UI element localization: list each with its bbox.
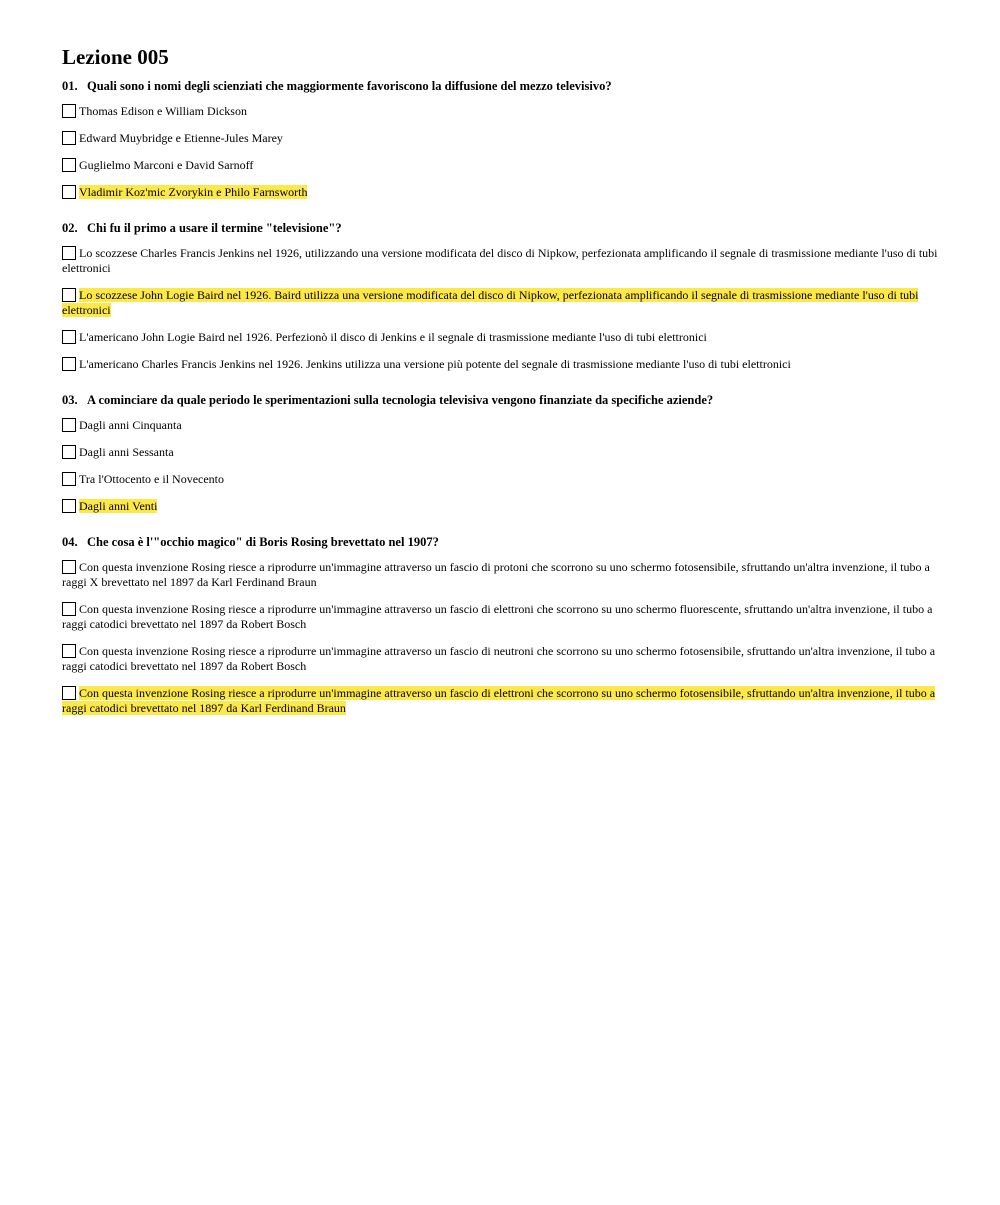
answer-option <box>62 472 938 487</box>
answer-text: L'americano Charles Francis Jenkins nel 1926. Jenkins utilizza una versione più potente del segnale di trasmissione mediante l'uso di tubi elettronici <box>79 357 791 371</box>
question-text: A cominciare da quale periodo le sperimentazioni sulla tecnologia televisiva vengono finanziate da specifiche aziende? <box>87 393 714 407</box>
answer-text: Lo scozzese Charles Francis Jenkins nel 1926, utilizzando una versione modificata del disco di Nipkow, perfezionata amplificando il segnale di trasmissione mediante l'uso di tubi elettronici <box>62 246 938 275</box>
question-heading <box>62 392 938 408</box>
answer-checkbox[interactable] <box>62 131 76 145</box>
answer-checkbox[interactable] <box>62 357 76 371</box>
question-text: Quali sono i nomi degli scienziati che maggiormente favoriscono la diffusione del mezzo televisivo? <box>87 79 612 93</box>
answer-option <box>62 602 938 632</box>
answer-checkbox[interactable] <box>62 104 76 118</box>
answer-option <box>62 560 938 590</box>
answer-checkbox[interactable] <box>62 472 76 486</box>
question-number: 02. <box>62 221 78 235</box>
answer-checkbox[interactable] <box>62 602 76 616</box>
answer-option <box>62 418 938 433</box>
answer-text: L'americano John Logie Baird nel 1926. Perfezionò il disco di Jenkins e il segnale di trasmissione mediante l'uso di tubi elettronici <box>79 330 707 344</box>
answer-checkbox[interactable] <box>62 644 76 658</box>
answer-checkbox[interactable] <box>62 246 76 260</box>
answer-text: Tra l'Ottocento e il Novecento <box>79 472 225 486</box>
answer-text: Dagli anni Cinquanta <box>79 418 182 432</box>
question-01 <box>62 78 938 200</box>
question-number: 01. <box>62 79 78 93</box>
question-02 <box>62 220 938 372</box>
lesson-title: Lezione 005 <box>62 45 169 69</box>
question-heading <box>62 534 938 550</box>
answer-option <box>62 357 938 372</box>
answer-option <box>62 246 938 276</box>
answer-text: Con questa invenzione Rosing riesce a riprodurre un'immagine attraverso un fascio di protoni che scorrono su uno schermo fotosensibile, sfruttando un'altra invenzione, il tubo a raggi X brevettato nel 1897 da Karl Ferdinand Braun <box>62 560 930 589</box>
answer-checkbox[interactable] <box>62 445 76 459</box>
answer-text: Con questa invenzione Rosing riesce a riprodurre un'immagine attraverso un fascio di elettroni che scorrono su uno schermo fluorescente, sfruttando un'altra invenzione, il tubo a raggi catodici brevettato nel 1897 da Robert Bosch <box>62 602 933 631</box>
answer-option <box>62 686 938 716</box>
answer-text: Guglielmo Marconi e David Sarnoff <box>79 158 254 172</box>
question-03 <box>62 392 938 514</box>
answer-checkbox[interactable] <box>62 185 76 199</box>
answer-option <box>62 330 938 345</box>
question-text: Che cosa è l'"occhio magico" di Boris Rosing brevettato nel 1907? <box>87 535 439 549</box>
highlighted-answer-text: Con questa invenzione Rosing riesce a riprodurre un'immagine attraverso un fascio di elettroni che scorrono su uno schermo fotosensibile, sfruttando un'altra invenzione, il tubo a raggi catodici brevettato nel 1897 da Karl Ferdinand Braun <box>62 686 936 715</box>
question-heading <box>62 78 938 94</box>
answer-checkbox[interactable] <box>62 686 76 700</box>
answer-option <box>62 644 938 674</box>
question-04 <box>62 534 938 716</box>
question-text: Chi fu il primo a usare il termine "televisione"? <box>87 221 342 235</box>
question-number: 04. <box>62 535 78 549</box>
highlighted-answer-text: Lo scozzese John Logie Baird nel 1926. Baird utilizza una versione modificata del disco di Nipkow, perfezionata amplificando il segnale di trasmissione mediante l'uso di tubi elettronici <box>62 288 919 317</box>
question-heading <box>62 220 938 236</box>
answer-checkbox[interactable] <box>62 560 76 574</box>
answer-option <box>62 131 938 146</box>
answer-option <box>62 499 938 514</box>
answer-text: Thomas Edison e William Dickson <box>79 104 247 118</box>
answer-option <box>62 158 938 173</box>
answer-option <box>62 185 938 200</box>
answer-checkbox[interactable] <box>62 158 76 172</box>
question-number: 03. <box>62 393 78 407</box>
highlighted-answer-text: Vladimir Koz'mic Zvorykin e Philo Farnsworth <box>79 185 308 199</box>
answer-option <box>62 288 938 318</box>
answer-option <box>62 104 938 119</box>
answer-option <box>62 445 938 460</box>
answer-checkbox[interactable] <box>62 288 76 302</box>
highlighted-answer-text: Dagli anni Venti <box>79 499 158 513</box>
answer-checkbox[interactable] <box>62 499 76 513</box>
answer-text: Edward Muybridge e Etienne-Jules Marey <box>79 131 283 145</box>
answer-checkbox[interactable] <box>62 330 76 344</box>
answer-checkbox[interactable] <box>62 418 76 432</box>
answer-text: Con questa invenzione Rosing riesce a riprodurre un'immagine attraverso un fascio di neutroni che scorrono su uno schermo fotosensibile, sfruttando un'altra invenzione, il tubo a raggi catodici brevettato nel 1897 da Robert Bosch <box>62 644 936 673</box>
answer-text: Dagli anni Sessanta <box>79 445 174 459</box>
